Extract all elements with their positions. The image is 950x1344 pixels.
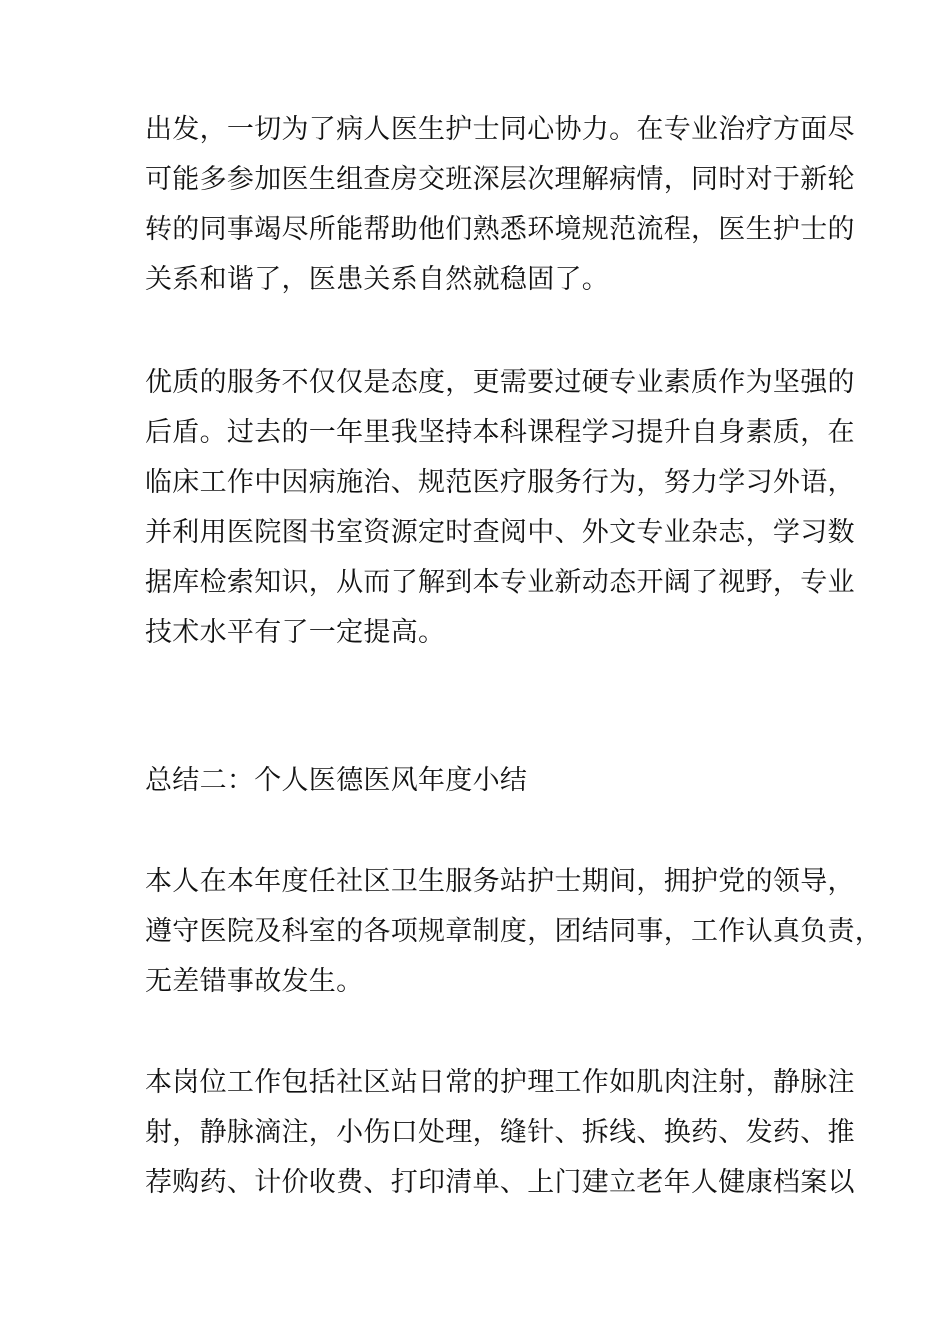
paragraph-line: 可能多参加医生组查房交班深层次理解病情，同时对于新轮 [145,164,855,195]
paragraph-line: 本人在本年度任社区卫生服务站护士期间，拥护党的领导， [145,866,855,897]
paragraph-line: 荐购药、计价收费、打印清单、上门建立老年人健康档案以 [145,1167,855,1198]
paragraph-line: 无差错事故发生。 [145,966,364,997]
paragraph-line: 临床工作中因病施治、规范医疗服务行为，努力学习外语， [145,467,855,498]
paragraph-line: 优质的服务不仅仅是态度，更需要过硬专业素质作为坚强的 [145,367,855,398]
paragraph-line: 射，静脉滴注，小伤口处理，缝针、拆线、换药、发药、推 [145,1117,855,1148]
paragraph-line: 据库检索知识，从而了解到本专业新动态开阔了视野，专业 [145,567,855,598]
paragraph-line: 转的同事竭尽所能帮助他们熟悉环境规范流程，医生护士的 [145,214,855,245]
section-heading: 总结二：个人医德医风年度小结 [145,765,528,796]
paragraph-line: 技术水平有了一定提高。 [145,617,446,648]
paragraph-line: 后盾。过去的一年里我坚持本科课程学习提升自身素质，在 [145,417,855,448]
paragraph-line: 出发，一切为了病人医生护士同心协力。在专业治疗方面尽 [145,114,855,145]
paragraph-line: 遵守医院及科室的各项规章制度，团结同事，工作认真负责， [145,916,883,947]
paragraph-line: 本岗位工作包括社区站日常的护理工作如肌肉注射，静脉注 [145,1067,855,1098]
paragraph-line: 关系和谐了，医患关系自然就稳固了。 [145,264,610,295]
paragraph-line: 并利用医院图书室资源定时查阅中、外文专业杂志，学习数 [145,517,855,548]
